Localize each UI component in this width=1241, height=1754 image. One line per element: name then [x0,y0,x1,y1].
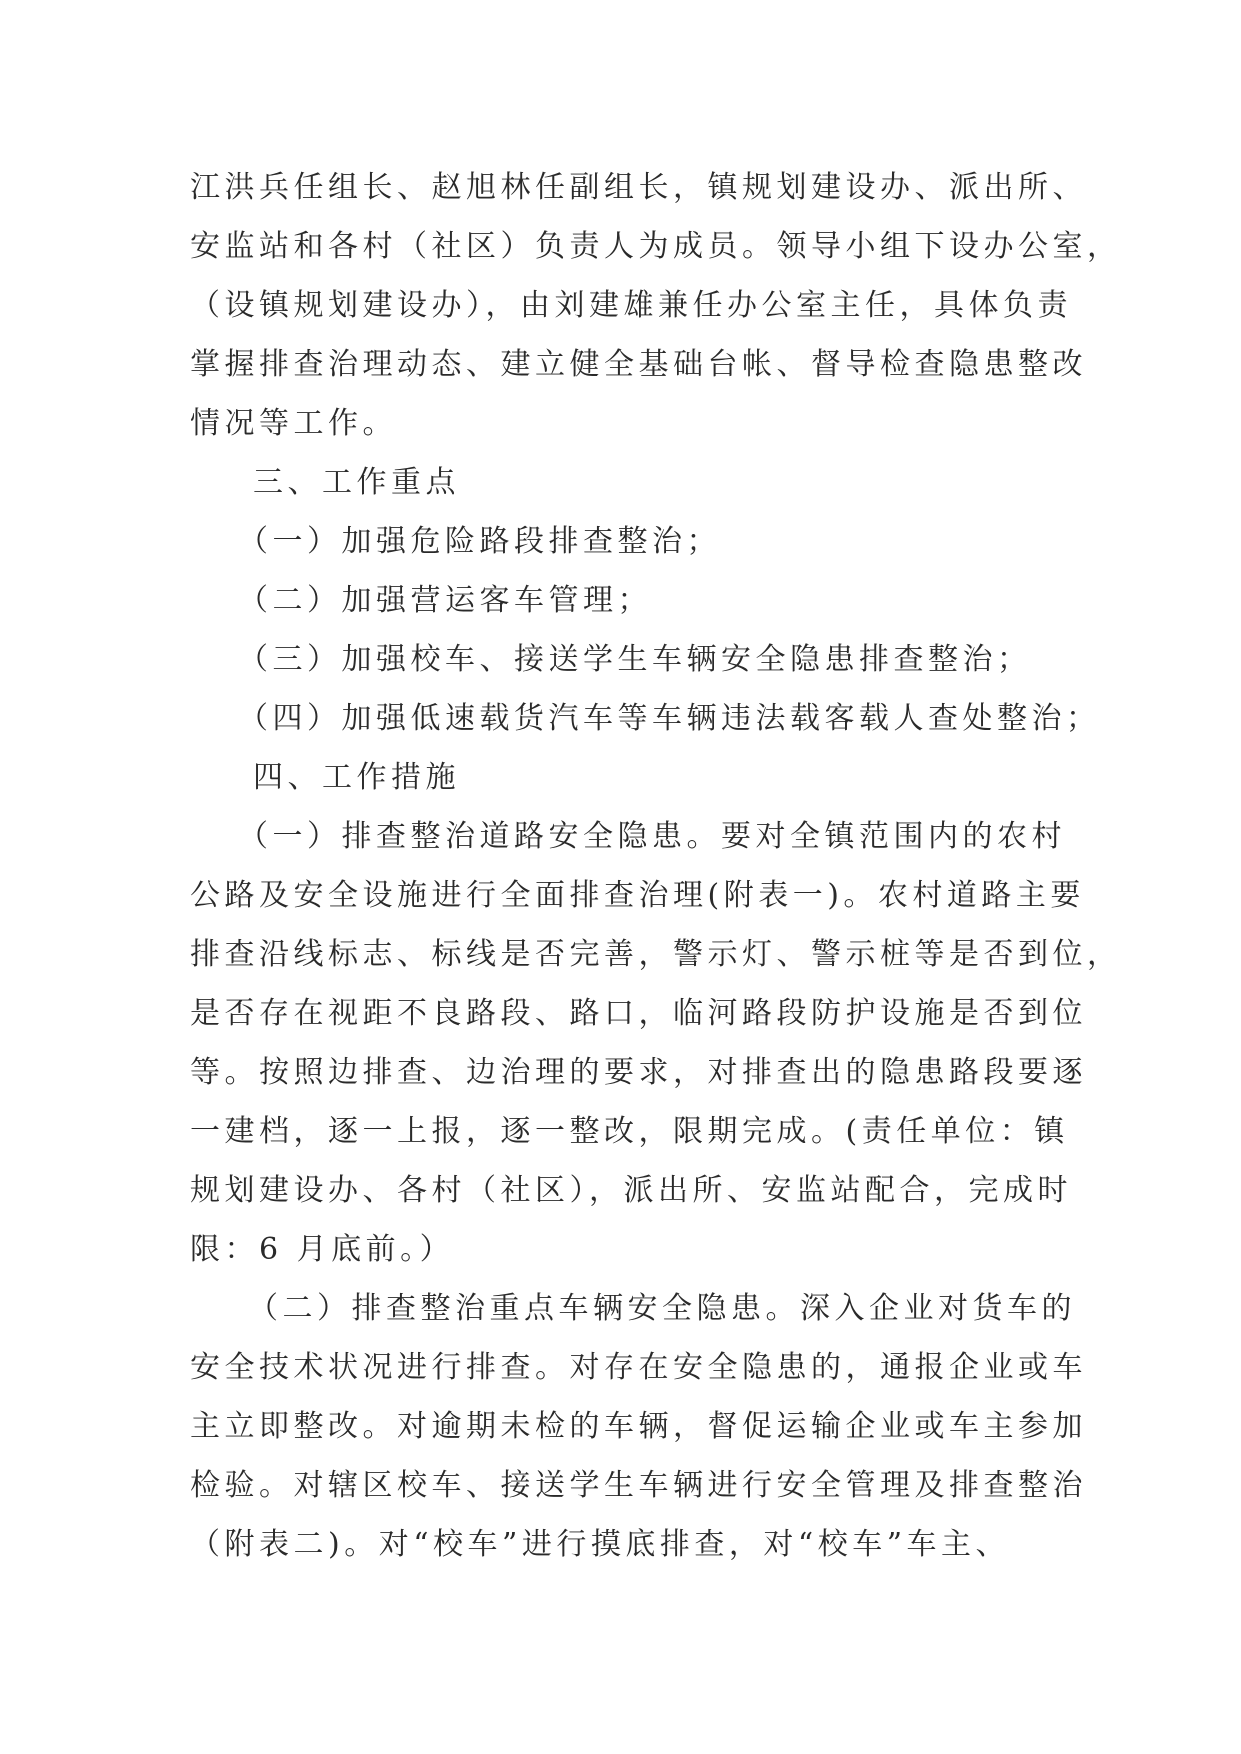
text-line: 公路及安全设施进行全面排查治理(附表一)。农村道路主要 [190,878,1085,913]
text-line: 江洪兵任组长、赵旭林任副组长，镇规划建设办、派出所、 [190,170,1087,205]
text-line: 规划建设办、各村（社区），派出所、安监站配合，完成时 [190,1173,1072,1208]
list-item: （四）加强低速载货汽车等车辆违法载客载人查处整治； [238,701,1101,736]
text-line: 安监站和各村（社区）负责人为成员。领导小组下设办公室， [190,229,1122,264]
text-line: （附表二)。对“校车”进行摸底排查，对“校车”车主、 [190,1527,1011,1562]
text-line: 主立即整改。对逾期未检的车辆，督促运输企业或车主参加 [190,1409,1087,1444]
text-line: 情况等工作。 [190,406,397,441]
text-line: 限：6 月底前。） [190,1232,455,1267]
list-item: （一）加强危险路段排查整治； [238,524,721,559]
text-line: （设镇规划建设办），由刘建雄兼任办公室主任，具体负责 [190,288,1072,323]
paragraph-start: （一）排查整治道路安全隐患。要对全镇范围内的农村 [238,819,1066,854]
text-line: 掌握排查治理动态、建立健全基础台帐、督导检查隐患整改 [190,347,1087,382]
text-line: 是否存在视距不良路段、路口，临河路段防护设施是否到位 [190,996,1087,1031]
text-line: 安全技术状况进行排查。对存在安全隐患的，通报企业或车 [190,1350,1087,1385]
paragraph-start: （二）排查整治重点车辆安全隐患。深入企业对货车的 [248,1291,1076,1326]
section-heading: 三、工作重点 [253,465,460,500]
text-line: 等。按照边排查、边治理的要求，对排查出的隐患路段要逐 [190,1055,1087,1090]
list-item: （二）加强营运客车管理； [238,583,652,618]
document-body [190,158,1122,1574]
list-item: （三）加强校车、接送学生车辆安全隐患排查整治； [238,642,1032,677]
text-line: 排查沿线标志、标线是否完善，警示灯、警示桩等是否到位， [190,937,1122,972]
text-line: 检验。对辖区校车、接送学生车辆进行安全管理及排查整治 [190,1468,1087,1503]
text-line: 一建档，逐一上报，逐一整改，限期完成。(责任单位：镇 [190,1114,1069,1149]
section-heading: 四、工作措施 [253,760,460,795]
